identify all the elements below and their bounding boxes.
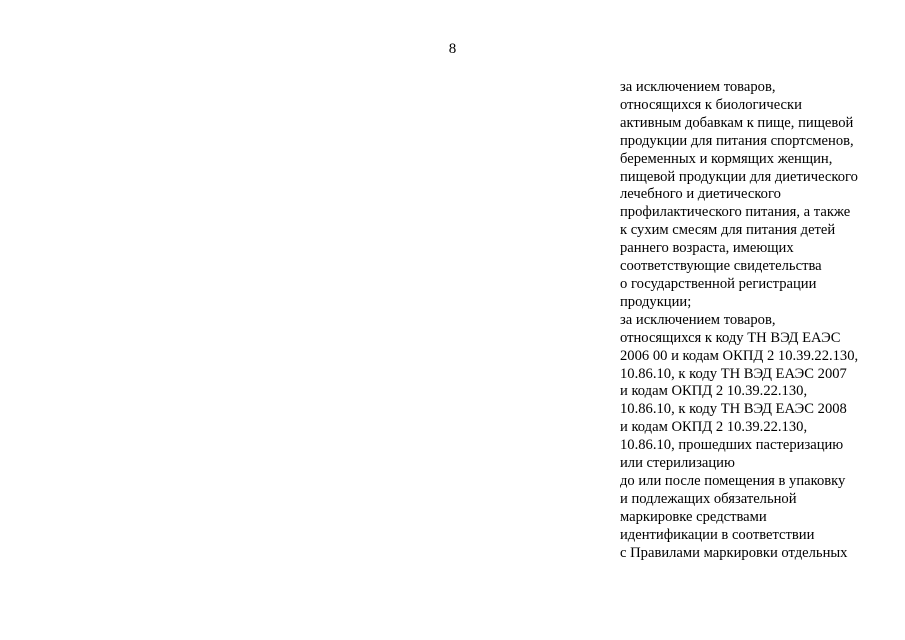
text-line: 10.86.10, прошедших пастеризацию xyxy=(620,437,844,454)
text-line: к сухим смесям для питания детей xyxy=(620,222,836,239)
text-line: продукции; xyxy=(620,293,692,310)
text-line: беременных и кормящих женщин, xyxy=(620,150,833,167)
document-text-column xyxy=(620,79,900,562)
text-line: маркировке средствами xyxy=(620,508,767,525)
text-line: пищевой продукции для диетического xyxy=(620,168,858,185)
text-line: за исключением товаров, xyxy=(620,79,776,95)
text-line: активным добавкам к пище, пищевой xyxy=(620,114,854,131)
text-line: за исключением товаров, xyxy=(620,311,776,328)
text-line: профилактического питания, а также xyxy=(620,204,851,221)
text-line: 10.86.10, к коду ТН ВЭД ЕАЭС 2007 xyxy=(620,365,847,382)
text-line: относящихся к биологически xyxy=(620,96,802,113)
text-line: о государственной регистрации xyxy=(620,275,817,292)
text-line: с Правилами маркировки отдельных xyxy=(620,544,848,561)
text-line: или стерилизацию xyxy=(620,455,735,472)
text-line: и кодам ОКПД 2 10.39.22.130, xyxy=(620,383,808,400)
text-line: идентификации в соответствии xyxy=(620,526,815,543)
text-line: до или после помещения в упаковку xyxy=(620,472,846,489)
text-line: 10.86.10, к коду ТН ВЭД ЕАЭС 2008 xyxy=(620,401,847,418)
text-line: продукции для питания спортсменов, xyxy=(620,132,854,149)
text-line: лечебного и диетического xyxy=(620,186,781,203)
text-line: относящихся к коду ТН ВЭД ЕАЭС xyxy=(620,329,841,346)
text-line: 2006 00 и кодам ОКПД 2 10.39.22.130, xyxy=(620,347,859,364)
text-line: раннего возраста, имеющих xyxy=(620,240,794,257)
text-line: и кодам ОКПД 2 10.39.22.130, xyxy=(620,419,808,436)
text-line: соответствующие свидетельства xyxy=(620,258,822,275)
text-line: и подлежащих обязательной xyxy=(620,490,797,507)
page-number: 8 xyxy=(448,41,457,57)
